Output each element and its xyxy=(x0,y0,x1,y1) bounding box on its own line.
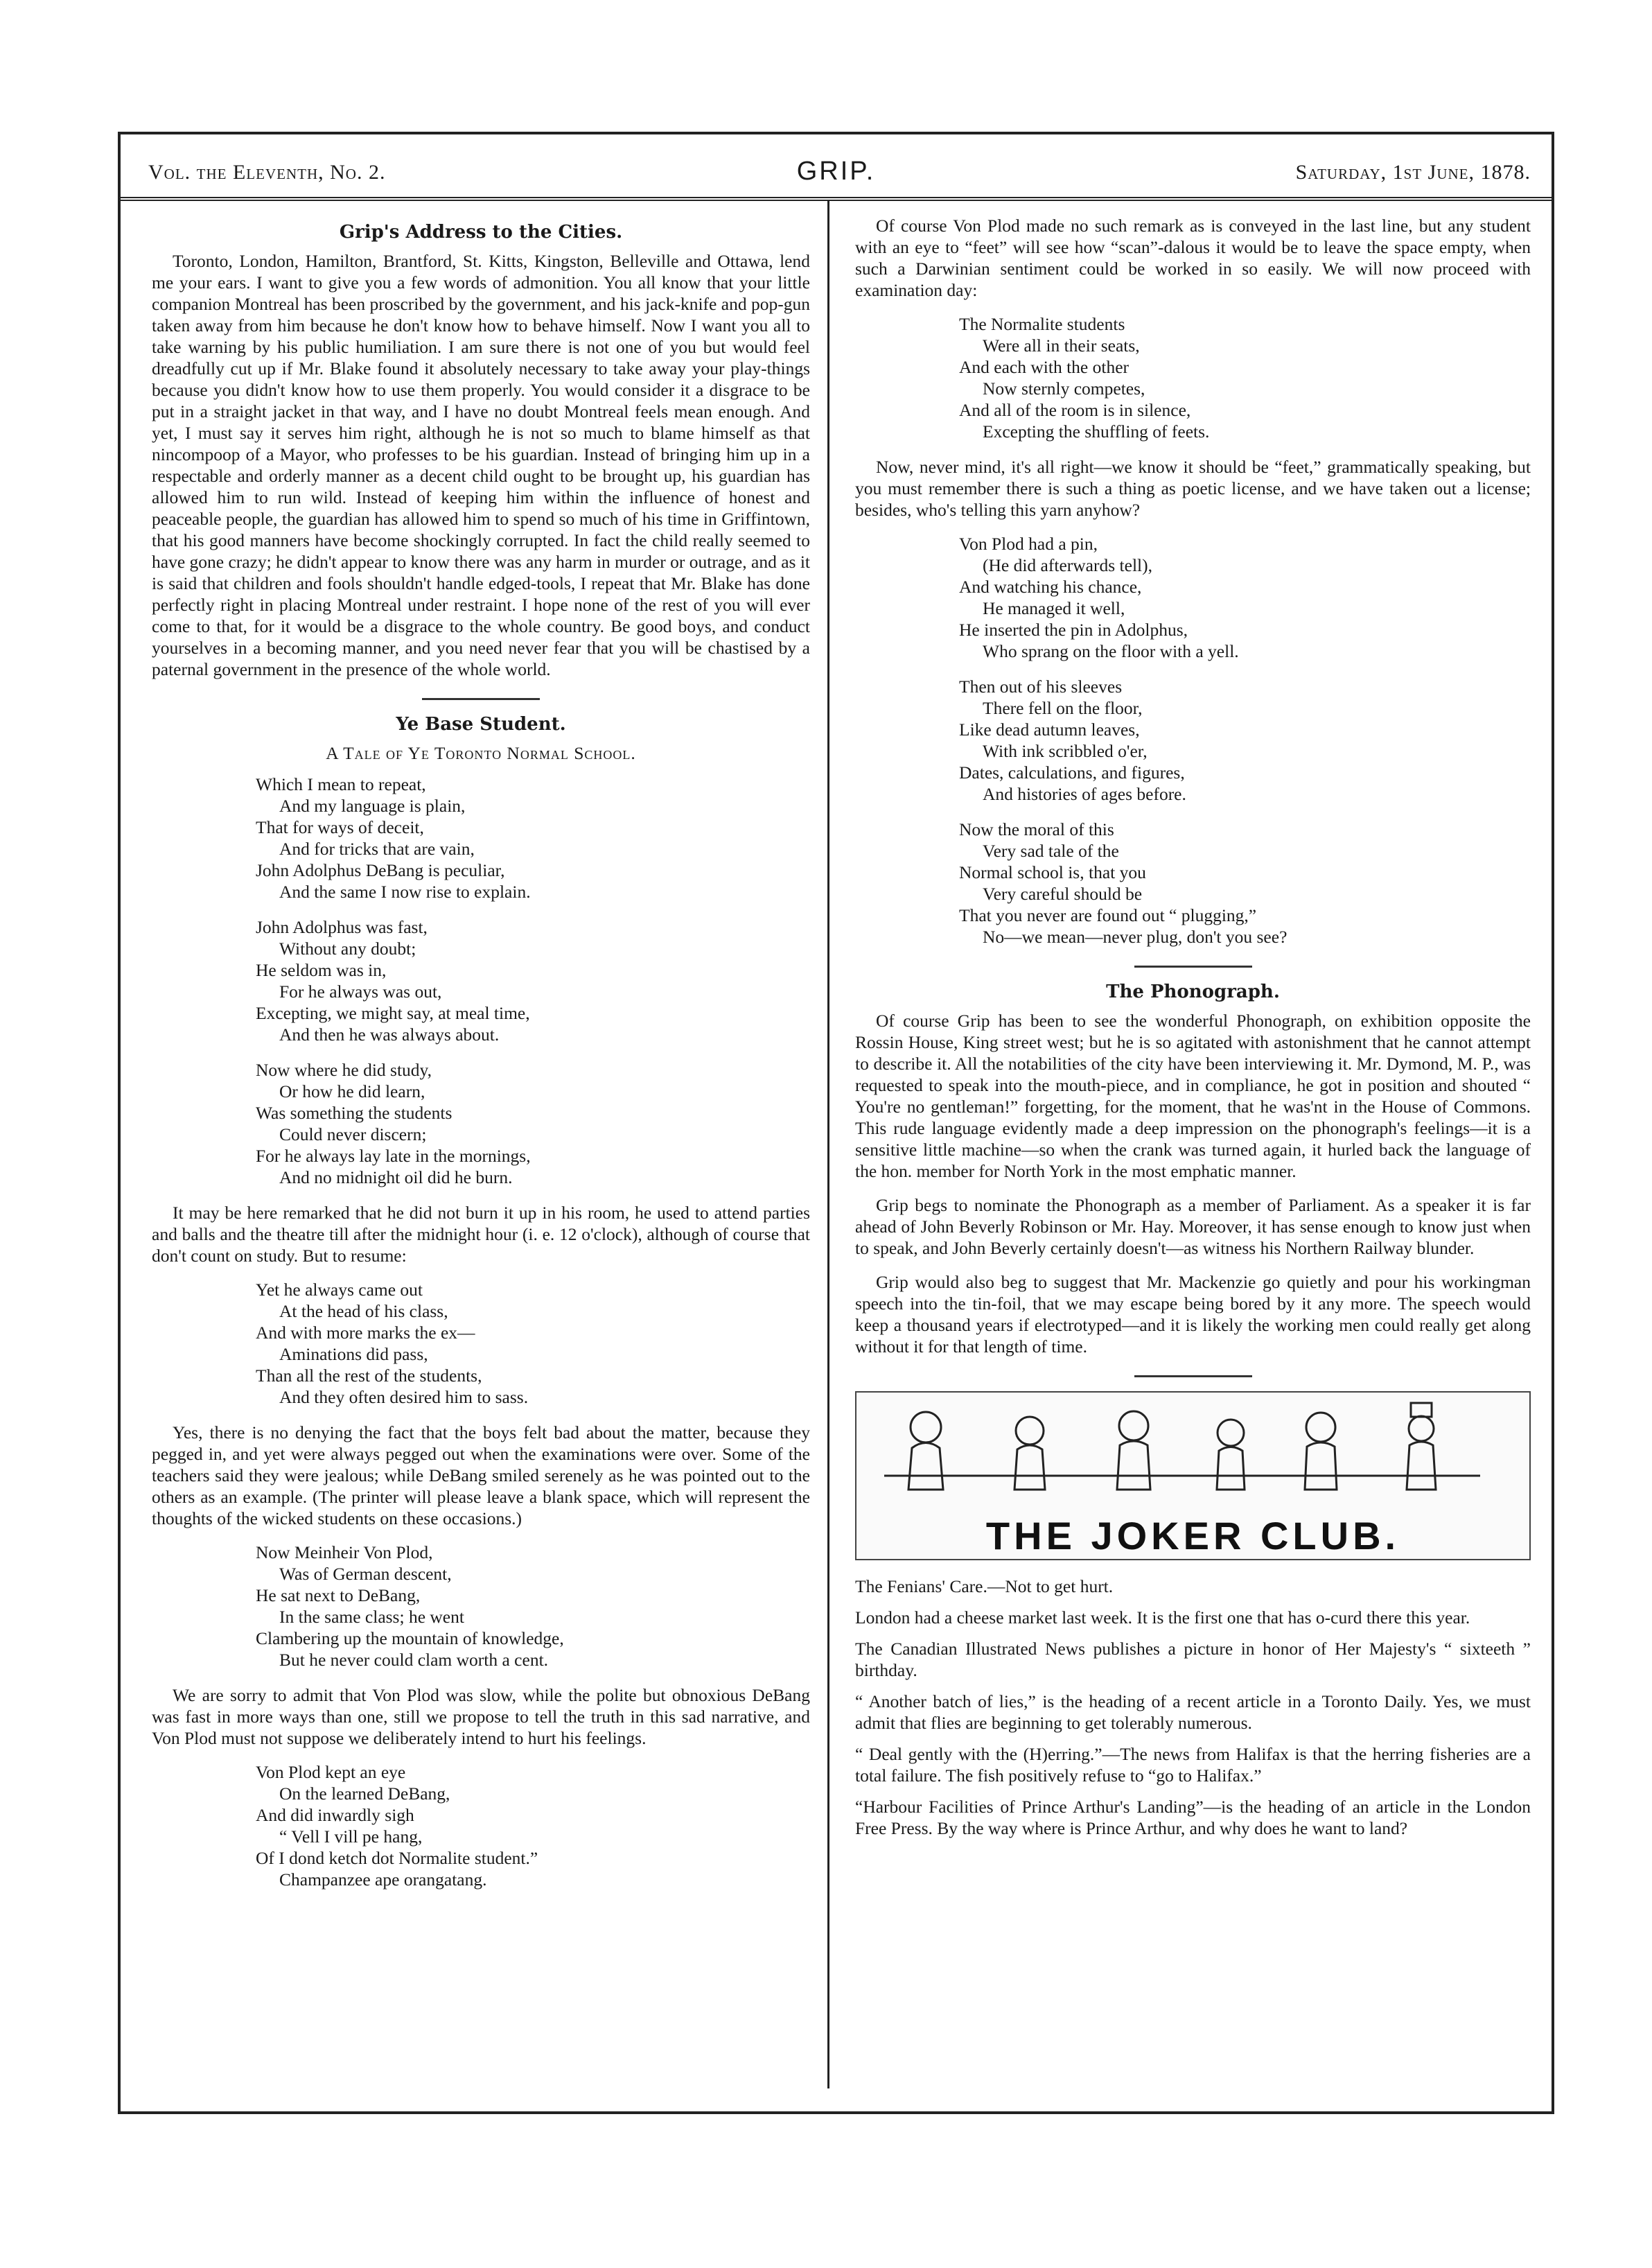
poem-line: And did inwardly sigh xyxy=(256,1805,414,1825)
poem-line: Very sad tale of the xyxy=(983,841,1119,861)
poem-line: Very careful should be xyxy=(983,884,1143,904)
poem-line: Excepting, we might say, at meal time, xyxy=(256,1003,530,1023)
poem-line: Were all in their seats, xyxy=(983,335,1140,356)
poem-line: And my language is plain, xyxy=(279,796,466,816)
article-subheading: A Tale of Ye Toronto Normal School. xyxy=(326,743,636,763)
poem-line: And all of the room is in silence, xyxy=(959,400,1191,420)
poem-stanza xyxy=(959,313,1531,442)
poem-line: Than all the rest of the students, xyxy=(256,1366,482,1386)
article-heading-address: Grip's Address to the Cities. xyxy=(339,222,623,243)
poem-stanza xyxy=(256,1761,810,1890)
poem-line: Von Plod had a pin, xyxy=(959,534,1098,554)
joker-club-title: THE JOKER CLUB. xyxy=(985,1514,1400,1558)
poem-line: Without any doubt; xyxy=(279,939,416,959)
poem-line: And for tricks that are vain, xyxy=(279,839,475,859)
poem-line: Now where he did study, xyxy=(256,1060,432,1080)
poem-line: That for ways of deceit, xyxy=(256,817,424,837)
poem-line: Von Plod kept an eye xyxy=(256,1762,406,1782)
joke-item: “ Another batch of lies,” is the heading of a recent article in a Toronto Daily. Yes, we must admit that flies are beginning to get tolerably numerous. xyxy=(855,1691,1531,1733)
poem-line: John Adolphus was fast, xyxy=(256,917,428,937)
poem-line: And histories of ages before. xyxy=(983,784,1186,804)
poem-line: Was of German descent, xyxy=(279,1564,452,1584)
poem-line: Aminations did pass, xyxy=(279,1344,428,1364)
poem-stanza xyxy=(256,1542,810,1671)
poem-line: There fell on the floor, xyxy=(983,698,1143,718)
poem-line: He seldom was in, xyxy=(256,960,387,980)
right-column xyxy=(855,215,1531,1849)
article-paragraph: Of course Von Plod made no such remark as is conveyed in the last line, but any student with an eye to “feet” will see how “scan”-dalous it would be to leave the space empty, when such a Darwinian sentiment could be worked in so easily. We will now proceed with examination day: xyxy=(855,216,1531,300)
poem-line: Dates, calculations, and figures, xyxy=(959,762,1185,783)
poem-line: For he always was out, xyxy=(279,982,442,1002)
poem-line: No—we mean—never plug, don't you see? xyxy=(983,927,1288,947)
column-divider xyxy=(827,200,829,2088)
poem-stanza xyxy=(256,774,810,902)
article-heading-phonograph: The Phonograph. xyxy=(1106,982,1280,1002)
poem-line: Excepting the shuffling of feets. xyxy=(983,421,1210,442)
poem-line: For he always lay late in the mornings, xyxy=(256,1146,531,1166)
left-column xyxy=(152,215,810,1904)
joke-item: The Canadian Illustrated News publishes a picture in honor of Her Majesty's “ sixteeth ” birthday. xyxy=(855,1639,1531,1680)
poem-stanza xyxy=(959,676,1531,805)
article-paragraph: Yes, there is no denying the fact that the boys felt bad about the matter, because they pegged in, and yet were always pegged out when the examinations were over. Some of the teachers said they were jealous; while DeBang smiled serenely as he was pointed out to the others as an example. (The printer will please leave a blank space, which will represent the thoughts of the wicked students on these occasions.) xyxy=(152,1422,810,1528)
poem-line: And the same I now rise to explain. xyxy=(279,882,531,902)
poem-line: Now Meinheir Von Plod, xyxy=(256,1542,433,1562)
poem-line: And then he was always about. xyxy=(279,1024,500,1045)
poem-stanza xyxy=(959,533,1531,662)
poem-line: But he never could clam worth a cent. xyxy=(279,1650,549,1670)
joke-item: “Harbour Facilities of Prince Arthur's Landing”—is the heading of an article in the London Free Press. By the way where is Prince Arthur, and why does he want to land? xyxy=(855,1797,1531,1838)
poem-line: Yet he always came out xyxy=(256,1280,423,1300)
poem-line: That you never are found out “ plugging,” xyxy=(959,905,1257,925)
joke-item: The Fenians' Care.—Not to get hurt. xyxy=(855,1576,1114,1596)
joke-item: London had a cheese market last week. It is the first one that has o-curd there this year. xyxy=(855,1607,1470,1628)
poem-line: And each with the other xyxy=(959,357,1130,377)
article-paragraph: Of course Grip has been to see the wonderful Phonograph, on exhibition opposite the Rossin House, King street west; but he is so agitated with astonishment that he cannot attempt to describe it. All the notabilities of the city have been interviewing it. Mr. Dymond, M. P., was requested to speak into the mouth-piece, and in compliance, he got in position and shouted “ You're no gentleman!” forgetting, for the moment, that he was'nt in the House of Commons. This rude language evidently made a deep impression on the phonograph's feelings—it is a sensitive little machine—so when the crank was turned again, it hurled back the language of the hon. member for North York in the most emphatic manner. xyxy=(855,1011,1531,1181)
poem-line: And watching his chance, xyxy=(959,577,1142,597)
section-separator xyxy=(422,698,540,700)
joke-item: “ Deal gently with the (H)erring.”—The news from Halifax is that the herring fisheries are a total failure. The fish positively refuse to “go to Halifax.” xyxy=(855,1744,1531,1786)
poem-line: Like dead autumn leaves, xyxy=(959,719,1140,740)
issue-date: Saturday, 1st June, 1878. xyxy=(1295,161,1531,184)
poem-line: Normal school is, that you xyxy=(959,862,1146,882)
poem-line: At the head of his class, xyxy=(279,1301,448,1321)
section-separator xyxy=(1134,1375,1252,1377)
poem-line: Which I mean to repeat, xyxy=(256,774,426,794)
article-body-address: Toronto, London, Hamilton, Brantford, St. Kitts, Kingston, Belleville and Ottawa, lend me your ears. I want to give you a few words of admonition. You all know that your little companion Montreal has been proscribed by the government, and his jack-knife and pop-gun taken away from him because he don't know how to behave himself. Now I want you all to take warning by his public humiliation. I am sure there is not one of you but would feel dreadfully cut up if Mr. Blake found it absolutely necessary to take away your play-things because you didn't know how to use them properly. You would consider it a disgrace to be put in a straight jacket in that way, and I have no doubt Montreal feels mean enough. And yet, I must say it serves him right, although he is not so much to blame himself as that nincompoop of a Mayor, who professes to be his guardian. Instead of bringing him up in a respectable and orderly manner as a decent child ought to be brought up, his guardian has allowed him to run wild. Instead of keeping him within the influence of honest and peaceable people, the guardian has allowed him to spend so much of his time in Griffintown, that his good manners have become shockingly corrupted. In fact the child really seemed to have gone crazy; he didn't appear to know there was any harm in murder or outrage, and as it is said that children and fools shouldn't handle edged-tools, I repeat that Mr. Blake has done perfectly right in placing Montreal under restraint. I hope none of the rest of you will ever come to that, for it would be a disgrace to the whole country. Be good boys, and conduct yourselves in a becoming manner, and you need never fear that you will be chastised by a paternal government in the presence of the whole world. xyxy=(152,251,810,679)
poem-line: He inserted the pin in Adolphus, xyxy=(959,620,1188,640)
poem-stanza xyxy=(256,1279,810,1408)
poem-line: (He did afterwards tell), xyxy=(983,555,1152,575)
poem-line: He managed it well, xyxy=(983,598,1125,618)
poem-line: On the learned DeBang, xyxy=(279,1783,450,1804)
poem-line: With ink scribbled o'er, xyxy=(983,741,1148,761)
poem-line: He sat next to DeBang, xyxy=(256,1585,421,1605)
masthead xyxy=(121,132,1552,201)
article-paragraph: Grip begs to nominate the Phonograph as a member of Parliament. As a speaker it is far ahead of John Beverly Robinson or Mr. Hay. Moreover, it has sense enough to know just when to speak, and John Beverly certainly doesn't—as witness his Northern Railway blunder. xyxy=(855,1195,1531,1258)
poem-line: Was something the students xyxy=(256,1103,452,1123)
poem-stanza xyxy=(256,916,810,1045)
poem-line: Or how he did learn, xyxy=(279,1081,425,1101)
section-separator xyxy=(1134,966,1252,968)
poem-stanza xyxy=(959,819,1531,948)
poem-line: Then out of his sleeves xyxy=(959,677,1123,697)
poem-line: The Normalite students xyxy=(959,314,1125,334)
bottom-rule xyxy=(121,2111,1552,2114)
article-paragraph: We are sorry to admit that Von Plod was slow, while the polite but obnoxious DeBang was fast in more ways than one, still we propose to tell the truth in this sad narrative, and Von Plod must not suppose we deliberately intend to hurt his feelings. xyxy=(152,1685,810,1748)
poem-line: And they often desired him to sass. xyxy=(279,1387,529,1407)
poem-line: Could never discern; xyxy=(279,1124,427,1144)
poem-line: In the same class; he went xyxy=(279,1607,464,1627)
page-frame xyxy=(118,132,1554,2114)
joker-club-illustration xyxy=(855,1391,1531,1560)
poem-line: Of I dond ketch dot Normalite student.” xyxy=(256,1848,538,1868)
poem-line: John Adolphus DeBang is peculiar, xyxy=(256,860,505,880)
article-heading-base-student: Ye Base Student. xyxy=(396,714,566,735)
poem-line: Who sprang on the floor with a yell. xyxy=(983,641,1239,661)
poem-line: Now the moral of this xyxy=(959,819,1114,839)
article-paragraph: It may be here remarked that he did not burn it up in his room, he used to attend parties and balls and the theatre till after the midnight hour (i. e. 12 o'clock), although of course that don't count on study. But to resume: xyxy=(152,1203,810,1266)
article-paragraph: Grip would also beg to suggest that Mr. Mackenzie go quietly and pour his workingman speech into the tin-foil, that we may escape being bored by it any more. The speech would keep a thousand years if electrotyped—and it is likely the working men could really get along without it for that length of time. xyxy=(855,1272,1531,1357)
volume-number: Vol. the Eleventh, No. 2. xyxy=(148,161,386,184)
poem-line: Now sternly competes, xyxy=(983,378,1145,399)
publication-title: GRIP. xyxy=(796,157,876,186)
poem-line: “ Vell I vill pe hang, xyxy=(279,1826,423,1847)
poem-line: Clambering up the mountain of knowledge, xyxy=(256,1628,564,1648)
poem-line: And with more marks the ex— xyxy=(256,1323,475,1343)
poem-line: And no midnight oil did he burn. xyxy=(279,1167,513,1187)
poem-line: Champanzee ape orangatang. xyxy=(279,1869,487,1890)
poem-stanza xyxy=(256,1059,810,1188)
article-paragraph: Now, never mind, it's all right—we know it should be “feet,” grammatically speaking, but you must remember there is such a thing as poetic license, and we have taken out a license; besides, who's telling this yarn anyhow? xyxy=(855,457,1531,520)
figures-illustration-icon xyxy=(870,1399,1494,1497)
